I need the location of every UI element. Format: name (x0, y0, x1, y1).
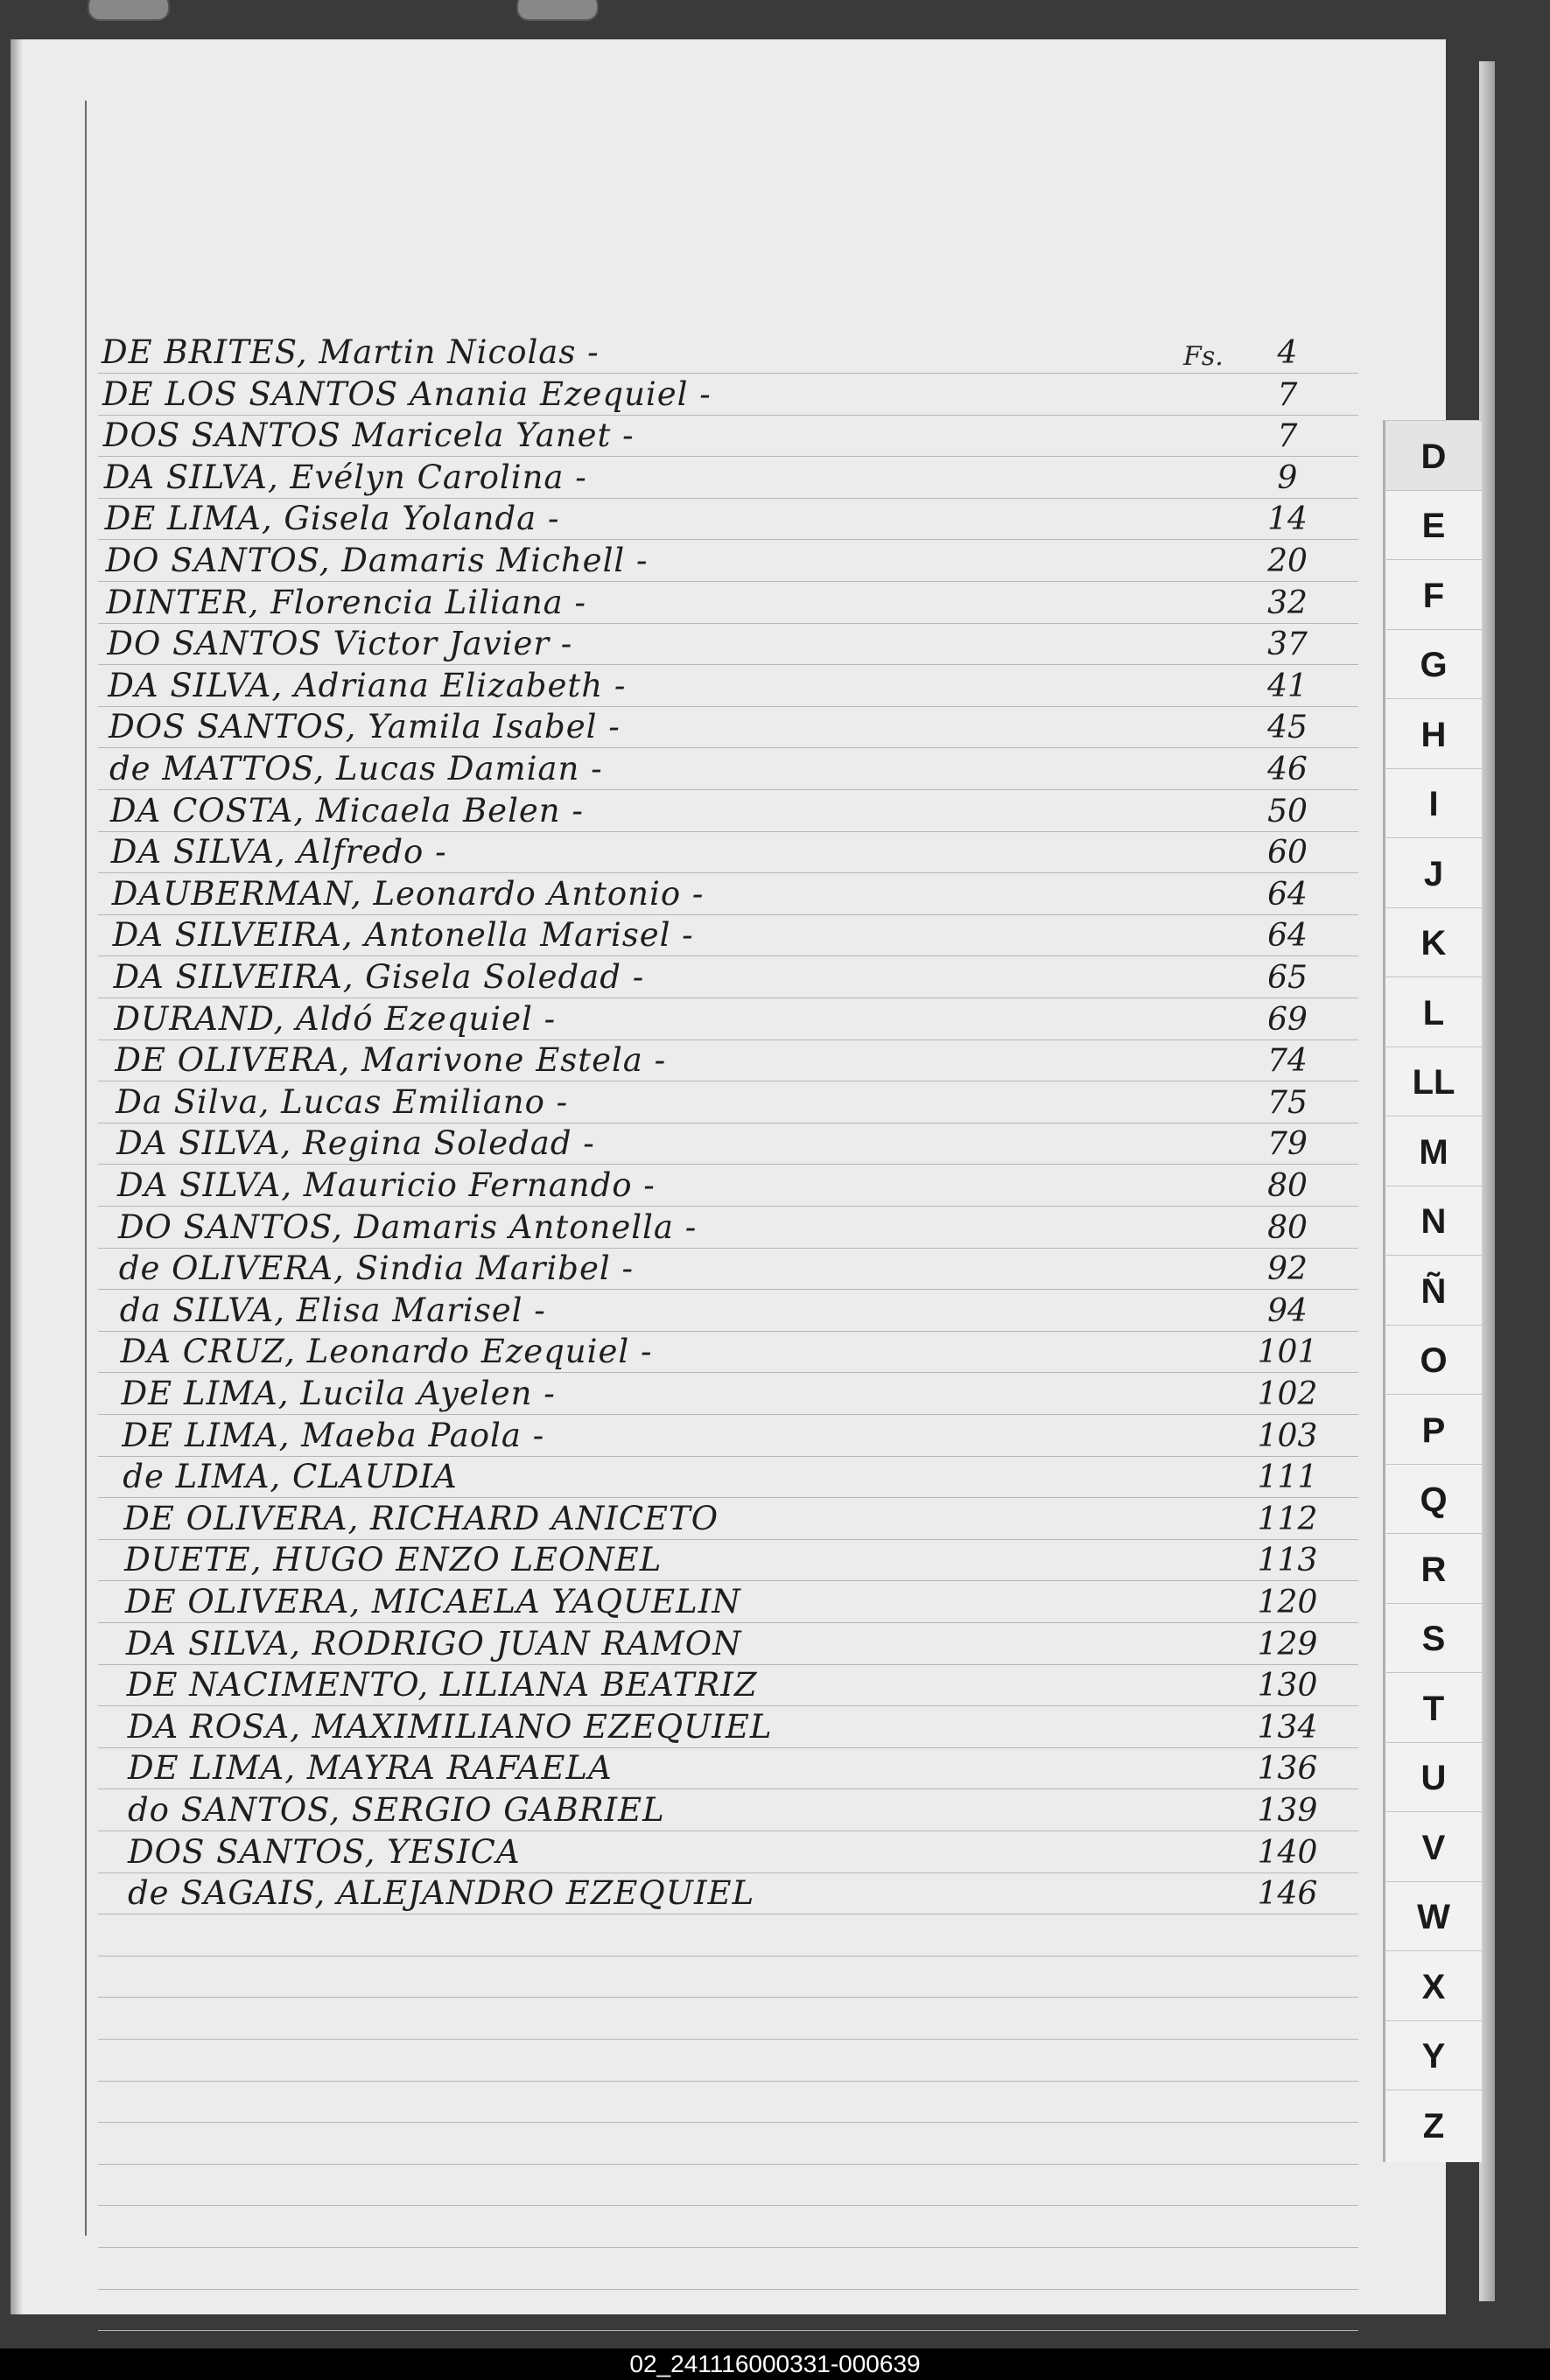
ruled-line (98, 1997, 1358, 1998)
entry-name: DOS SANTOS, Yamila Isabel - (109, 708, 621, 746)
entry-name: de LIMA, CLAUDIA (123, 1458, 458, 1496)
entry-name: de MATTOS, Lucas Damian - (109, 750, 603, 788)
ledger-entry-row (102, 1082, 1344, 1123)
entry-folio: 92 (1267, 1251, 1308, 1288)
ledger-entry-row (102, 1249, 1344, 1289)
entry-folio: 136 (1257, 1751, 1318, 1788)
entry-name: DA ROSA, MAXIMILIANO EZEQUIEL (127, 1707, 773, 1746)
entry-name: de OLIVERA, Sindia Maribel - (118, 1250, 634, 1288)
entry-folio: 74 (1267, 1043, 1308, 1080)
binding-ring (88, 0, 170, 21)
entry-folio: 79 (1267, 1126, 1308, 1163)
entry-folio: 111 (1257, 1460, 1318, 1496)
entry-folio: 139 (1257, 1793, 1318, 1829)
index-tab-u[interactable]: U (1383, 1742, 1482, 1815)
entry-name: DINTER, Florencia Liliana - (106, 583, 586, 621)
ledger-entry-row (102, 1873, 1344, 1914)
ledger-entry-row (102, 707, 1344, 747)
ledger-entry-row (102, 1832, 1344, 1872)
entry-folio: 75 (1267, 1084, 1308, 1121)
entry-name: DA CRUZ, Leonardo Ezequiel - (120, 1333, 653, 1371)
entry-name: DO SANTOS, Damaris Antonella - (117, 1208, 698, 1246)
ruled-line (98, 2330, 1358, 2331)
ledger-entry-row (102, 1332, 1344, 1372)
entry-name: Da Silva, Lucas Emiliano - (116, 1082, 569, 1121)
ledger-entry-row (102, 1124, 1344, 1164)
index-tab-f[interactable]: F (1383, 559, 1482, 632)
ledger-entry-row (102, 1457, 1344, 1497)
ledger-entry-row (102, 499, 1344, 539)
entry-name: DE NACIMENTO, LILIANA BEATRIZ (126, 1666, 758, 1704)
index-tab-s[interactable]: S (1383, 1603, 1482, 1676)
entry-folio: 45 (1267, 710, 1308, 746)
entry-folio: 80 (1267, 1209, 1308, 1246)
entry-name: DE LIMA, Lucila Ayelen - (121, 1375, 556, 1412)
entry-name: DA SILVA, Regina Soledad - (116, 1124, 595, 1163)
index-tab-r[interactable]: R (1383, 1533, 1482, 1606)
entry-folio: 103 (1257, 1418, 1318, 1454)
entry-name: DA COSTA, Micaela Belen - (109, 791, 584, 830)
entry-folio: 102 (1257, 1376, 1318, 1412)
index-tab-g[interactable]: G (1383, 629, 1482, 702)
entry-folio: 14 (1267, 501, 1308, 538)
index-tab-k[interactable]: K (1383, 907, 1482, 980)
ledger-entry-row (102, 666, 1344, 706)
entry-folio: 80 (1267, 1168, 1308, 1204)
entry-name: DA SILVA, Evélyn Carolina - (103, 458, 587, 496)
ledger-entry-row (102, 874, 1344, 914)
entry-folio: 64 (1267, 876, 1308, 913)
ledger-entry-row (102, 1374, 1344, 1414)
alphabet-index-tabs (1383, 420, 1488, 2258)
entry-folio: 134 (1257, 1709, 1318, 1746)
ledger-entry-row (102, 999, 1344, 1040)
ledger-entry-row (102, 1416, 1344, 1456)
index-tab-o[interactable]: O (1383, 1325, 1482, 1397)
ledger-entry-row (102, 1208, 1344, 1248)
entry-folio: 41 (1267, 668, 1308, 704)
entry-folio: 32 (1267, 584, 1308, 621)
ledger-entry-row (102, 1499, 1344, 1539)
ruled-line (98, 2081, 1358, 2082)
ruled-line (98, 2039, 1358, 2040)
ledger-entry-row (102, 749, 1344, 789)
entry-name: da SILVA, Elisa Marisel - (119, 1291, 546, 1329)
entry-folio: 7 (1277, 418, 1298, 455)
entry-name: DOS SANTOS, YESICA (128, 1832, 521, 1871)
binding-ring (516, 0, 599, 21)
ledger-entry-row (102, 791, 1344, 831)
page-gutter-shadow (11, 39, 23, 2314)
index-tab-n[interactable]: N (1383, 1186, 1482, 1258)
entry-folio: 64 (1267, 918, 1308, 955)
entry-folio: 4 (1277, 335, 1298, 371)
entry-folio: 69 (1267, 1001, 1308, 1038)
entry-name: DE LIMA, MAYRA RAFAELA (128, 1749, 613, 1788)
index-tab-enye[interactable]: Ñ (1383, 1255, 1482, 1327)
ledger-entry-row (102, 541, 1344, 581)
ledger-entry-row (102, 1540, 1344, 1580)
ledger-entry-row (102, 1291, 1344, 1331)
ledger-entry-row (102, 832, 1344, 872)
entry-name: DE LOS SANTOS Anania Ezequiel - (102, 374, 712, 413)
ledger-entry-row (102, 624, 1344, 664)
entry-name: do SANTOS, SERGIO GABRIEL (128, 1791, 665, 1829)
entry-folio: 50 (1267, 793, 1308, 830)
entry-name: DE OLIVERA, RICHARD ANICETO (123, 1499, 719, 1537)
index-tab-y[interactable]: Y (1383, 2020, 1482, 2093)
ledger-entry-row (102, 583, 1344, 623)
ruled-line (98, 2247, 1358, 2248)
entry-name: DA SILVA, Adriana Elizabeth - (108, 666, 627, 704)
entry-name: DA SILVA, Alfredo - (110, 833, 447, 872)
index-tab-x[interactable]: X (1383, 1950, 1482, 2023)
entry-name: DE OLIVERA, Marivone Estela - (115, 1041, 667, 1080)
entry-folio: 37 (1267, 626, 1308, 663)
index-tab-d[interactable]: D (1383, 420, 1482, 493)
ledger-entry-row (102, 1665, 1344, 1705)
index-tab-ll[interactable]: LL (1383, 1046, 1482, 1119)
ledger-entry-row (102, 1040, 1344, 1081)
entry-folio: 94 (1267, 1292, 1308, 1329)
ruled-line (98, 2205, 1358, 2206)
index-tab-z[interactable]: Z (1383, 2090, 1482, 2162)
entry-folio: 60 (1267, 835, 1308, 872)
entry-name: DE LIMA, Maeba Paola - (122, 1416, 545, 1454)
index-tab-h[interactable]: H (1383, 698, 1482, 771)
entry-folio: 9 (1277, 459, 1298, 496)
entry-folio: 101 (1257, 1334, 1318, 1371)
entry-folio: 112 (1257, 1501, 1318, 1537)
entry-folio: 120 (1257, 1585, 1318, 1620)
entry-name: DA SILVEIRA, Antonella Marisel - (112, 916, 694, 955)
index-tab-e[interactable]: E (1383, 490, 1482, 563)
margin-line (85, 101, 87, 2236)
index-tab-w[interactable]: W (1383, 1881, 1482, 1954)
index-tab-l[interactable]: L (1383, 976, 1482, 1049)
ledger-entry-row (102, 915, 1344, 956)
ledger-entry-row (102, 458, 1344, 498)
entry-name: DUETE, HUGO ENZO LEONEL (124, 1541, 663, 1579)
ledger-entry-row (102, 1790, 1344, 1830)
entry-name: DO SANTOS Victor Javier - (107, 625, 573, 663)
index-tab-p[interactable]: P (1383, 1394, 1482, 1466)
entry-folio: 130 (1257, 1668, 1318, 1704)
ledger-entry-row (102, 1166, 1344, 1206)
entry-name: DA SILVA, Mauricio Fernando - (117, 1166, 656, 1204)
entry-folio: 146 (1257, 1876, 1318, 1913)
ledger-page (11, 39, 1446, 2314)
ledger-entry-row (102, 374, 1344, 415)
folio-column-header: Fs. (1183, 341, 1224, 372)
ledger-entry-row (102, 957, 1344, 998)
entry-name: DA SILVEIRA, Gisela Soledad - (113, 958, 645, 996)
entry-name: DE BRITES, Martin Nicolas - (102, 333, 600, 371)
entry-name: DAUBERMAN, Leonardo Antonio - (111, 874, 705, 913)
index-tab-m[interactable]: M (1383, 1116, 1482, 1188)
ruled-line (98, 2122, 1358, 2123)
ruled-line (98, 2164, 1358, 2165)
ruled-line (98, 2289, 1358, 2290)
ledger-entry-row (102, 416, 1344, 456)
entry-folio: 113 (1257, 1543, 1318, 1579)
ledger-entry-row (102, 332, 1344, 373)
entry-name: DOS SANTOS Maricela Yanet - (102, 416, 635, 455)
index-tab-q[interactable]: Q (1383, 1464, 1482, 1536)
ledger-entry-row (102, 1582, 1344, 1622)
entry-folio: 140 (1257, 1834, 1318, 1871)
entry-name: DE LIMA, Gisela Yolanda - (104, 500, 560, 538)
entry-folio: 65 (1267, 960, 1308, 996)
index-tab-i[interactable]: I (1383, 768, 1482, 841)
ledger-entry-row (102, 1624, 1344, 1664)
entry-folio: 7 (1277, 376, 1298, 413)
ledger-entry-row (102, 1707, 1344, 1747)
entry-name: DA SILVA, RODRIGO JUAN RAMON (125, 1624, 742, 1662)
entry-name: DE OLIVERA, MICAELA YAQUELIN (125, 1583, 741, 1620)
entry-name: de SAGAIS, ALEJANDRO EZEQUIEL (128, 1874, 755, 1913)
entry-name: DURAND, Aldó Ezequiel - (114, 999, 557, 1038)
index-tab-v[interactable]: V (1383, 1811, 1482, 1884)
entry-name: DO SANTOS, Damaris Michell - (105, 542, 649, 579)
entry-folio: 46 (1267, 752, 1308, 788)
ledger-entry-row (102, 1748, 1344, 1788)
index-tab-t[interactable]: T (1383, 1672, 1482, 1745)
entry-folio: 129 (1257, 1626, 1318, 1662)
image-id-label: 02_241116000331-000639 (0, 2348, 1550, 2380)
entry-folio: 20 (1267, 543, 1308, 579)
index-tab-j[interactable]: J (1383, 837, 1482, 910)
